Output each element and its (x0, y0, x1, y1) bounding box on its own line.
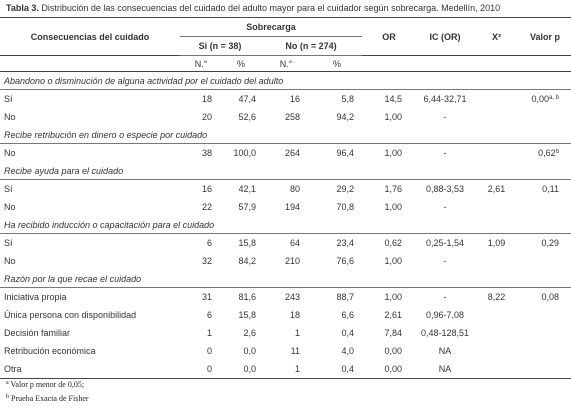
cell-si-pct: 15,8 (238, 310, 256, 320)
cell-no-n: 18 (289, 310, 300, 320)
cell-p-value: 0,29 (541, 238, 560, 248)
cell-p (519, 324, 571, 342)
cell-si-pct: 84,2 (238, 256, 256, 266)
header-or: OR (362, 18, 416, 56)
table-row (0, 234, 571, 253)
cell-si-n: 38 (201, 148, 212, 158)
cell-no-pct: 96,4 (336, 148, 355, 158)
cell-chi: 2,61 (487, 184, 506, 194)
cell-p (519, 234, 571, 253)
cell-p-sup: a, b (549, 95, 560, 101)
table-row (0, 306, 571, 324)
cell-si-n: 32 (201, 256, 212, 266)
cell-no-pct: 5,8 (341, 94, 355, 104)
cell-ic: NA (438, 364, 452, 374)
section-header (0, 126, 571, 144)
cell-no-pct: 23,4 (336, 238, 355, 248)
header-si: Si (n = 38) (180, 37, 260, 56)
cell-no-n: 194 (284, 202, 300, 212)
cell-p (519, 90, 571, 109)
cell-si-pct: 57,9 (238, 202, 256, 212)
footnote-a-text: Valor p menor de 0,05; (8, 380, 85, 389)
cell-no-n: 210 (284, 256, 300, 266)
cell-p-value: 0,62 (538, 148, 556, 158)
section-title: Ha recibido inducción o capacitación para el cuidado (0, 216, 571, 234)
cell-si-n: 0 (206, 364, 212, 374)
cell-or: 1,00 (384, 148, 403, 158)
row-label: Otra (4, 364, 22, 374)
cell-no-n: 80 (289, 184, 300, 194)
cell-chi (474, 360, 519, 379)
cell-ic: 0,96-7,08 (426, 310, 465, 320)
cell-or: 1,00 (384, 292, 403, 302)
cell-p (519, 108, 571, 126)
cell-p (519, 144, 571, 163)
footnote-b-text: Prueba Exacta de Fisher (9, 394, 89, 403)
cell-si-n: 6 (206, 238, 212, 248)
section-title: Razón por la que recae el cuidado (0, 270, 571, 288)
section-title: Recibe ayuda para el cuidado (0, 162, 571, 180)
cell-chi: 8,22 (487, 292, 506, 302)
footnote-a-mark: a (6, 380, 9, 386)
cell-si-n: 0 (206, 346, 212, 356)
cell-or: 0,00 (384, 364, 403, 374)
cell-or: 2,61 (384, 310, 403, 320)
cell-ic: - (443, 202, 447, 212)
header-consequences: Consecuencias del cuidado (0, 18, 180, 56)
row-label: Única persona con disponibilidad (4, 310, 137, 320)
row-label: No (4, 112, 16, 122)
cell-si-pct: 47,4 (238, 94, 256, 104)
cell-si-pct: 81,6 (238, 292, 256, 302)
table-row (0, 360, 571, 379)
cell-chi: 1,09 (487, 238, 506, 248)
cell-no-n: 243 (284, 292, 300, 302)
header-ic: IC (OR) (416, 18, 474, 56)
cell-no-n: 264 (284, 148, 300, 158)
row-label: Decisión familiar (4, 328, 71, 338)
cell-chi (474, 198, 519, 216)
cell-no-pct: 0,4 (341, 364, 355, 374)
cell-p-value: 0,08 (541, 292, 560, 302)
cell-si-n: 31 (201, 292, 212, 302)
cell-chi (474, 144, 519, 163)
cell-chi (474, 252, 519, 270)
section-header (0, 162, 571, 180)
cell-chi (474, 90, 519, 109)
table-row (0, 144, 571, 163)
table-caption (6, 3, 500, 13)
cell-si-n: 18 (201, 94, 212, 104)
cell-no-pct: 88,7 (336, 292, 355, 302)
cell-p (519, 306, 571, 324)
table-row (0, 90, 571, 109)
cell-si-n: 1 (206, 328, 212, 338)
cell-p (519, 252, 571, 270)
cell-chi (474, 108, 519, 126)
cell-p (519, 180, 571, 199)
cell-no-pct: 6,6 (341, 310, 355, 320)
cell-no-n: 1 (294, 364, 300, 374)
cell-ic: 0,88-3,53 (426, 184, 465, 194)
cell-ic: 0,25-1,54 (426, 238, 465, 248)
cell-si-pct: 100,0 (233, 148, 256, 158)
cell-no-pct: 0,4 (341, 328, 355, 338)
header-no: No (n = 274) (260, 37, 362, 56)
header-si-n: N.° (194, 58, 208, 69)
cell-or: 1,76 (384, 184, 403, 194)
cell-chi (474, 306, 519, 324)
table-row (0, 324, 571, 342)
section-header (0, 216, 571, 234)
table-row (0, 288, 571, 307)
cell-or: 0,00 (384, 346, 403, 356)
cell-ic: - (443, 256, 447, 266)
cell-si-n: 6 (206, 310, 212, 320)
table-row (0, 108, 571, 126)
cell-p-value: 0,00 (531, 94, 550, 104)
header-sobrecarga: Sobrecarga (180, 18, 362, 37)
cell-no-pct: 29,2 (336, 184, 355, 194)
row-label: No (4, 202, 16, 212)
caption-text: Distribución de las consecuencias del cuidado del adulto mayor para el cuidador según sobrecarga. Medellín, 2010 (38, 3, 501, 13)
cell-or: 0,62 (384, 238, 403, 248)
cell-chi (474, 342, 519, 360)
footnote-b-mark: b (6, 394, 9, 400)
cell-si-pct: 2,6 (243, 328, 256, 338)
cell-si-pct: 0,0 (243, 346, 256, 356)
cell-si-n: 22 (201, 202, 212, 212)
table-row (0, 252, 571, 270)
header-chi: X² (474, 18, 519, 56)
header-p: Valor p (519, 18, 571, 56)
cell-or: 14,5 (384, 94, 403, 104)
cell-no-n: 1 (294, 328, 300, 338)
cell-p (519, 198, 571, 216)
cell-no-n: 11 (290, 346, 300, 356)
cell-ic: 0,48-128,51 (421, 328, 470, 338)
section-title: Abandono o disminución de alguna actividad por el cuidado del adulto (0, 72, 571, 90)
row-label: No (4, 148, 16, 158)
cell-p (519, 360, 571, 379)
header-no-pct: % (333, 58, 342, 69)
caption-label: Tabla 3. (6, 3, 39, 13)
cell-ic: 6,44-32,71 (423, 94, 467, 104)
table-row (0, 180, 571, 199)
cell-p-sup: b (555, 149, 560, 155)
header-si-pct: % (236, 58, 245, 69)
cell-or: 1,00 (384, 256, 403, 266)
footnote-b (6, 394, 89, 403)
cell-si-pct: 15,8 (238, 238, 256, 248)
cell-no-n: 64 (289, 238, 300, 248)
cell-or: 7,84 (384, 328, 403, 338)
cell-no-pct: 4,0 (341, 346, 355, 356)
cell-si-pct: 0,0 (243, 364, 256, 374)
cell-or: 1,00 (384, 112, 403, 122)
cell-si-pct: 42,1 (238, 184, 256, 194)
table-row (0, 198, 571, 216)
row-label: Sí (4, 238, 13, 248)
cell-p-value: 0,11 (542, 184, 560, 194)
table-row (0, 342, 571, 360)
cell-p (519, 342, 571, 360)
cell-no-pct: 76,6 (336, 256, 355, 266)
cell-no-pct: 94,2 (336, 112, 355, 122)
header-no-n: N.° (279, 58, 293, 69)
footnote-a (6, 380, 84, 389)
cell-p (519, 288, 571, 307)
cell-ic: NA (438, 346, 452, 356)
row-label: Sí (4, 184, 13, 194)
section-header (0, 72, 571, 90)
section-title: Recibe retribución en dinero o especie por cuidado (0, 126, 571, 144)
cell-ic: - (443, 148, 447, 158)
cell-or: 1,00 (384, 202, 403, 212)
section-header (0, 270, 571, 288)
row-label: Retribución económica (4, 346, 96, 356)
row-label: Sí (4, 94, 13, 104)
cell-no-n: 16 (289, 94, 300, 104)
cell-no-pct: 70,8 (336, 202, 355, 212)
consequences-table (0, 17, 571, 379)
row-label: No (4, 256, 16, 266)
cell-si-n: 20 (201, 112, 212, 122)
cell-si-n: 16 (201, 184, 212, 194)
row-label: Iniciativa propia (4, 292, 67, 302)
cell-no-n: 258 (284, 112, 300, 122)
cell-ic: - (443, 112, 447, 122)
cell-chi (474, 324, 519, 342)
cell-si-pct: 52,6 (238, 112, 256, 122)
cell-ic: - (443, 292, 447, 302)
